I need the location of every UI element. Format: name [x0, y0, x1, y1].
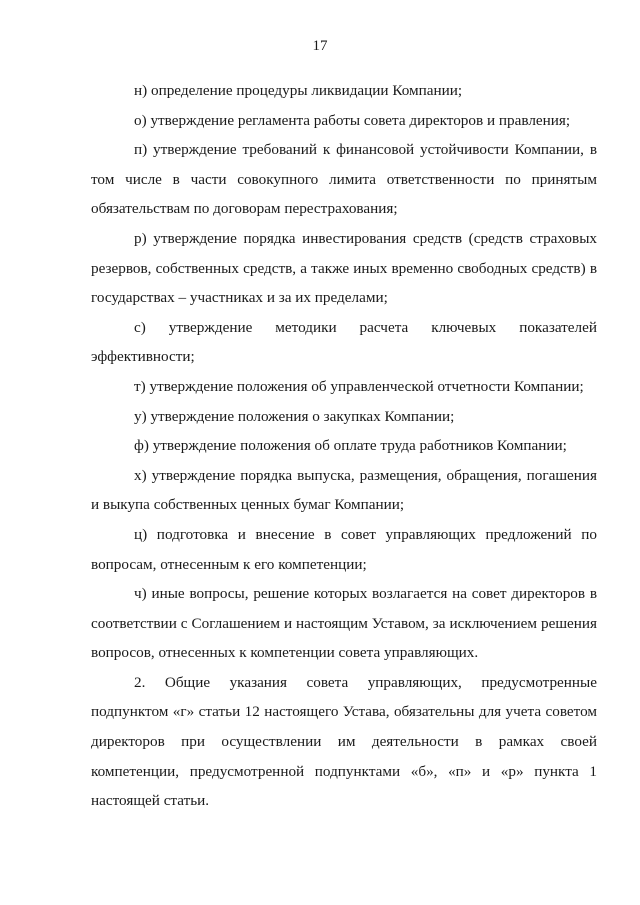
paragraph-t: т) утверждение положения об управленческой отчетности Компании;: [134, 377, 584, 395]
paragraph-r: р) утверждение порядка инвестирования средств (средств страховых резервов, собственных средств, а также иных временно свободных средств) в государствах – участниках и за их пределами;: [91, 229, 597, 307]
paragraph-u: у) утверждение положения о закупках Компании;: [134, 407, 455, 425]
paragraph-p: п) утверждение требований к финансовой устойчивости Компании, в том числе в части совокупного лимита ответственности по принятым обязательствам по договорам перестрахования;: [91, 141, 597, 218]
page-number: 17: [312, 38, 328, 54]
paragraph-kh: х) утверждение порядка выпуска, размещения, обращения, погашения и выкупа собственных ценных бумаг Компании;: [91, 466, 597, 514]
paragraph-f: ф) утверждение положения об оплате труда работников Компании;: [134, 437, 567, 455]
paragraph-ts: ц) подготовка и внесение в совет управляющих предложений по вопросам, отнесенным к его компетенции;: [91, 525, 597, 573]
paragraph-s: с) утверждение методики расчета ключевых показателей эффективности;: [91, 318, 597, 366]
paragraph-ch: ч) иные вопросы, решение которых возлагается на совет директоров в соответствии с Соглашением и настоящим Уставом, за исключением решения вопросов, отнесенных к компетенции совета управляющих.: [91, 585, 597, 662]
document-body: [91, 76, 597, 816]
paragraph-n: н) определение процедуры ликвидации Компании;: [134, 82, 463, 99]
paragraph-o: о) утверждение регламента работы совета директоров и правления;: [134, 111, 571, 129]
paragraph-2: 2. Общие указания совета управляющих, предусмотренные подпунктом «г» статьи 12 настоящего Устава, обязательны для учета советом директоров при осуществлении им деятельности в рамках своей компетенции, предусмотренной подпунктами «б», «п» и «р» пункта 1 настоящей статьи.: [91, 673, 597, 810]
